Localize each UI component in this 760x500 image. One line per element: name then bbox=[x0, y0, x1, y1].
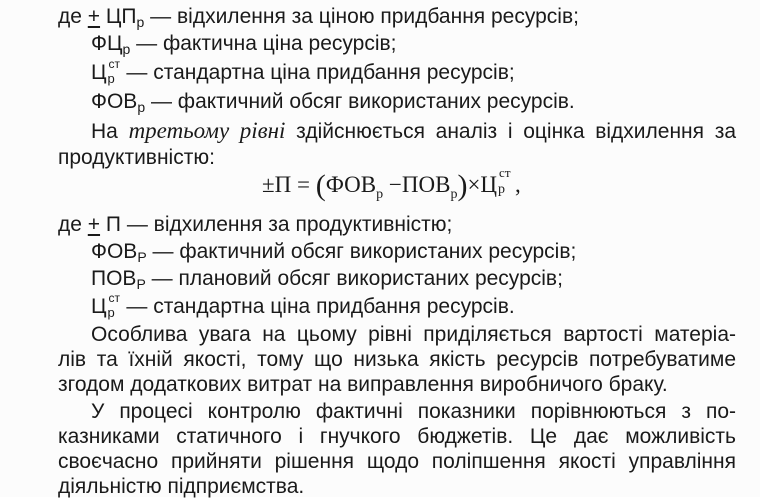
definition-text: — стандартна ціна придбання ресурсів; bbox=[126, 61, 515, 84]
text-run: здійснюється аналіз і оцінка відхилення за bbox=[296, 120, 737, 143]
definition-line-planned-volume bbox=[91, 266, 563, 297]
symbol bbox=[106, 5, 144, 28]
symbol bbox=[91, 90, 145, 113]
symbol-subscript: р bbox=[107, 305, 115, 320]
symbol-subscript: р bbox=[137, 99, 146, 115]
prefix-text: де bbox=[58, 5, 82, 28]
symbol-subscript: Р bbox=[137, 249, 147, 265]
formula-term-c-subscript: р bbox=[498, 182, 506, 197]
paragraph-2-line-1: У процесі контролю фактичні показники порівнюються з по- bbox=[91, 400, 736, 423]
symbol-main: ПОВ bbox=[91, 267, 137, 290]
symbol-main: Ц bbox=[91, 295, 107, 318]
text-run: На bbox=[91, 120, 118, 143]
symbol-superscript: ст bbox=[108, 57, 121, 71]
paragraph-1-line-3: згодом додаткових витрат на виправлення виробничого браку. bbox=[58, 373, 668, 396]
definition-text: — відхилення за ціною придбання ресурсів; bbox=[150, 5, 579, 28]
formula-right-paren: ) bbox=[457, 169, 468, 202]
prefix-text: де bbox=[58, 213, 82, 236]
formula-term-a: ФОВ bbox=[325, 172, 377, 197]
symbol bbox=[91, 57, 121, 86]
paragraph-2-line-2: казниками статичного і гнучкого бюджетів. Це дає можливість bbox=[58, 425, 736, 448]
formula-times: × bbox=[467, 172, 481, 197]
formula-term-a-subscript: р bbox=[376, 187, 384, 202]
plus-minus-sign: + bbox=[87, 5, 101, 28]
definition-line-standard-price bbox=[91, 57, 515, 86]
symbol bbox=[91, 32, 130, 55]
symbol-main: ФОВ bbox=[91, 240, 138, 263]
symbol bbox=[91, 240, 147, 263]
definition-text: — фактичний обсяг використаних ресурсів; bbox=[152, 240, 577, 263]
paragraph-third-level-line-1 bbox=[91, 118, 736, 145]
text-run: продуктивністю: bbox=[58, 146, 215, 169]
definition-line-standard-price-2 bbox=[91, 291, 515, 320]
symbol-main: ФЦ bbox=[91, 32, 123, 55]
paragraph-third-level-line-2 bbox=[58, 145, 215, 171]
symbol-main: ЦП bbox=[105, 5, 137, 28]
symbol-superscript: ст bbox=[108, 291, 121, 305]
paragraph-2-line-3: своєчасно прийняти рішення щодо поліпшення якості управління bbox=[58, 450, 736, 473]
definition-text: — стандартна ціна придбання ресурсів. bbox=[126, 295, 515, 318]
formula-term-c: Ц bbox=[480, 172, 498, 197]
italic-term: третьому рівні bbox=[128, 118, 286, 143]
plus-minus-sign: + bbox=[87, 213, 101, 236]
formula-lhs: П bbox=[274, 172, 292, 197]
productivity-deviation-formula bbox=[262, 165, 521, 210]
symbol-subscript: Р bbox=[136, 276, 146, 292]
symbol-subscript: р bbox=[136, 14, 145, 30]
symbol: П bbox=[105, 213, 121, 236]
symbol bbox=[91, 291, 121, 320]
formula-plus-minus: ± bbox=[262, 172, 275, 197]
definition-line-productivity-deviation bbox=[58, 212, 452, 238]
definition-line-actual-volume bbox=[91, 89, 575, 120]
formula-comma: , bbox=[515, 172, 521, 197]
formula-equals: = bbox=[297, 172, 310, 197]
symbol-subscript: р bbox=[122, 41, 131, 57]
definition-text: — плановий обсяг використаних ресурсів; bbox=[151, 267, 563, 290]
symbol-subscript: р bbox=[107, 71, 115, 86]
definition-text: — відхилення за продуктивністю; bbox=[126, 213, 453, 236]
symbol-main: ФОВ bbox=[91, 90, 138, 113]
formula-left-paren: ( bbox=[315, 169, 326, 202]
symbol-main: Ц bbox=[91, 61, 107, 84]
formula-term-c-superscript: ст bbox=[499, 165, 511, 180]
paragraph-2-line-4: діяльністю підприємства. bbox=[58, 475, 305, 498]
symbol bbox=[91, 267, 146, 290]
definition-text: — фактична ціна ресурсів; bbox=[136, 32, 397, 55]
formula-term-b: ПОВ bbox=[401, 172, 451, 197]
paragraph-1-line-1: Особлива увага на цьому рівні приділяється вартості матеріа- bbox=[91, 323, 736, 346]
paragraph-1-line-2: лів та їхній якості, тому що низька якість ресурсів потребуватиме bbox=[58, 348, 736, 371]
formula-term-b-subscript: р bbox=[450, 187, 458, 202]
definition-text: — фактичний обсяг використаних ресурсів. bbox=[150, 90, 575, 113]
formula-minus: − bbox=[388, 172, 402, 197]
definition-line-actual-price bbox=[91, 31, 397, 62]
